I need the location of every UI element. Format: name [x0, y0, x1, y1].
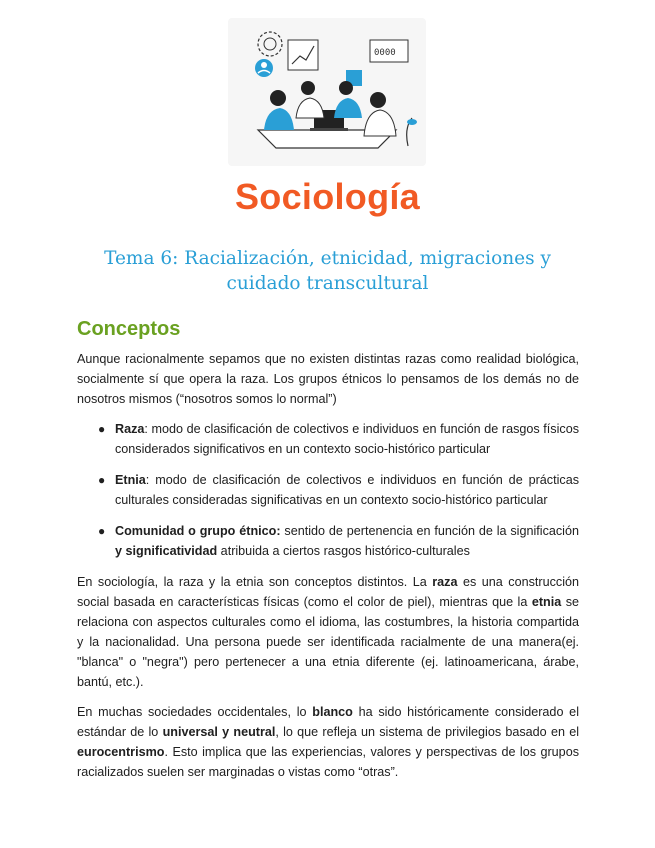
- bullet-icon: ●: [98, 524, 106, 538]
- illustration-screen-text: 0000: [374, 48, 396, 58]
- section-content: [77, 349, 579, 792]
- team-meeting-illustration: [228, 18, 426, 166]
- page-subtitle: Tema 6: Racialización, etnicidad, migraciones y cuidado transcultural: [104, 248, 551, 294]
- term-significatividad: y significatividad: [115, 544, 218, 558]
- intro-paragraph: Aunque racionalmente sepamos que no existen distintas razas como realidad biológica, socialmente sí que opera la raza. Los grupos étnicos lo pensamos de los demás no de nosotros mismos (“nosotros somos lo normal”): [77, 352, 579, 406]
- concept-list: [77, 419, 579, 561]
- list-item: ● Raza: modo de clasificación de colectivos e individuos en función de rasgos físicos considerados significativos en un contexto socio-histórico particular: [115, 419, 579, 459]
- paragraph-raza-etnia: En sociología, la raza y la etnia son conceptos distintos. La raza es una construcción social basada en características físicas (como el color de piel), mientras que la etnia se relaciona con aspectos culturales como el idioma, las costumbres, la historia compartida y la nacionalidad. Una persona puede ser identificada racialmente de una manera(ej. "blanca" o "negra") pero pertenecer a una etnia diferente (ej. latinoamericana, árabe, bantú, etc.).: [77, 575, 579, 689]
- term-etnia: Etnia: [115, 473, 146, 487]
- bullet-icon: ●: [98, 422, 106, 436]
- bullet-icon: ●: [98, 473, 106, 487]
- paragraph-eurocentrismo: En muchas sociedades occidentales, lo blanco ha sido históricamente considerado el estándar de lo universal y neutral, lo que refleja un sistema de privilegios basado en el eurocentrismo. Esto implica que las experiencias, valores y perspectivas de los grupos racializados suelen ser marginadas o vistas como “otras”.: [77, 705, 579, 779]
- term-raza: Raza: [115, 422, 145, 436]
- list-item: ● Comunidad o grupo étnico: sentido de pertenencia en función de la significación y significatividad atribuida a ciertos rasgos histórico-culturales: [115, 521, 579, 561]
- list-item: ● Etnia: modo de clasificación de colectivos e individuos en función de prácticas culturales consideradas significativas en un contexto socio-histórico particular: [115, 470, 579, 510]
- term-comunidad: Comunidad o grupo étnico:: [115, 524, 281, 538]
- section-heading: Conceptos: [77, 318, 181, 340]
- page-title: Sociología: [234, 176, 421, 217]
